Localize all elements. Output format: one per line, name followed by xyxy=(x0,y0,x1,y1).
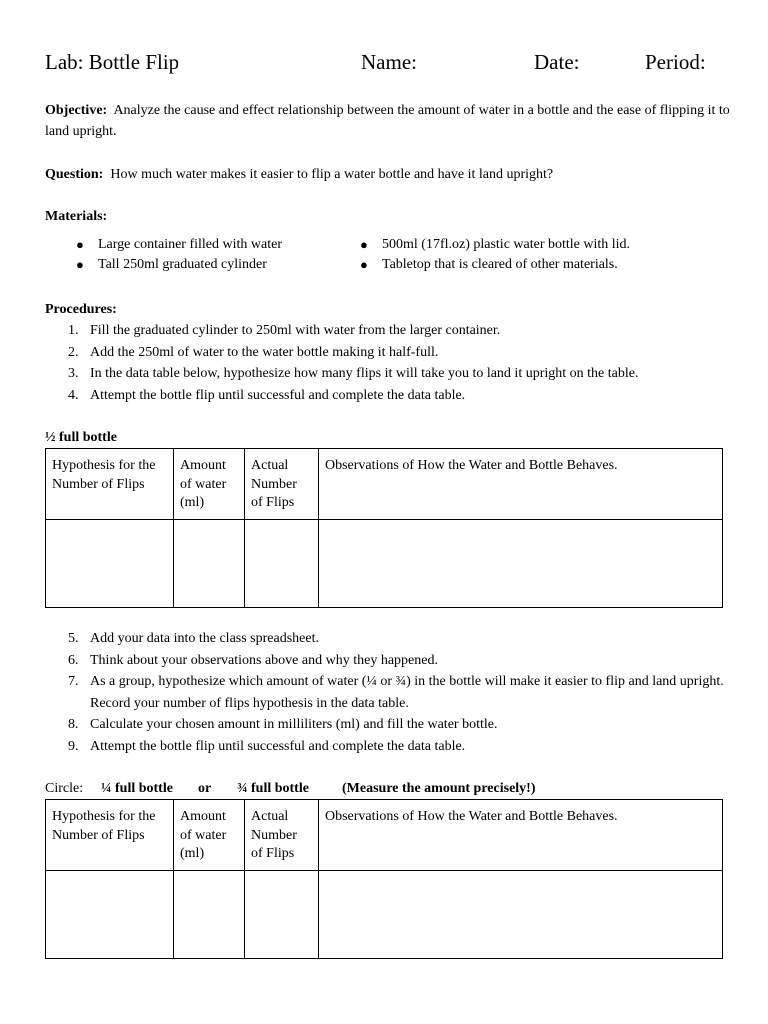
bullet-icon: ● xyxy=(360,237,368,252)
three-quarter-full-option[interactable]: ¾ full bottle xyxy=(237,781,309,796)
circle-prefix: Circle: xyxy=(45,781,84,796)
objective-paragraph xyxy=(45,100,735,142)
hypothesis-cell[interactable] xyxy=(46,870,174,958)
question-paragraph xyxy=(45,164,735,185)
materials-list-left xyxy=(76,235,282,274)
header-actual: Actual Number of Flips xyxy=(245,449,319,520)
list-item: 3. In the data table below, hypothesize how many flips it will take you to land it upright on the table. xyxy=(68,366,639,381)
list-item: 1. Fill the graduated cylinder to 250ml with water from the larger container. xyxy=(68,323,501,338)
measure-note: (Measure the amount precisely!) xyxy=(342,781,536,796)
procedure-steps-1-4 xyxy=(45,320,735,406)
header-hypothesis: Hypothesis for the Number of Flips xyxy=(46,449,174,520)
list-item: 8. Calculate your chosen amount in milliliters (ml) and fill the water bottle. xyxy=(68,717,498,732)
header-observations: Observations of How the Water and Bottle Behaves. xyxy=(319,800,723,871)
circle-line xyxy=(45,778,536,799)
header-observations: Observations of How the Water and Bottle Behaves. xyxy=(319,449,723,520)
table-row xyxy=(46,870,723,958)
date-label: Date: xyxy=(534,50,580,74)
observations-cell[interactable] xyxy=(319,519,723,607)
header-hypothesis: Hypothesis for the Number of Flips xyxy=(46,800,174,871)
bullet-icon: ● xyxy=(76,256,84,272)
question-text: How much water makes it easier to flip a water bottle and have it land upright? xyxy=(110,167,554,182)
list-item: 4. Attempt the bottle flip until successful and complete the data table. xyxy=(68,387,466,403)
table-header-row xyxy=(46,449,723,520)
half-full-caption: ½ full bottle xyxy=(45,430,117,445)
procedure-steps-5-9 xyxy=(45,628,735,757)
list-item: ● Large container filled with water xyxy=(76,235,282,255)
list-item: 5. Add your data into the class spreadsheet. xyxy=(68,631,319,646)
period-label: Period: xyxy=(645,50,706,74)
list-item: 6. Think about your observations above and why they happened. xyxy=(68,652,438,668)
procedures-heading: Procedures: xyxy=(45,302,117,317)
amount-cell[interactable] xyxy=(174,870,245,958)
hypothesis-cell[interactable] xyxy=(46,519,174,607)
objective-label: Objective: xyxy=(45,103,108,118)
header-amount: Amount of water (ml) xyxy=(174,800,245,871)
bullet-icon: ● xyxy=(360,256,368,272)
list-item: 2. Add the 250ml of water to the water bottle making it half-full. xyxy=(68,344,439,360)
materials-heading: Materials: xyxy=(45,209,108,224)
actual-cell[interactable] xyxy=(245,519,319,607)
materials-list-right xyxy=(360,235,630,274)
bullet-icon: ● xyxy=(76,237,84,252)
actual-cell[interactable] xyxy=(245,870,319,958)
list-item: ● Tabletop that is cleared of other materials. xyxy=(360,255,630,275)
list-item: 9. Attempt the bottle flip until successful and complete the data table. xyxy=(68,738,466,754)
list-item: ● 500ml (17fl.oz) plastic water bottle with lid. xyxy=(360,235,630,255)
chosen-amount-data-table xyxy=(45,799,723,959)
or-word: or xyxy=(198,781,212,796)
lab-title: Lab: Bottle Flip xyxy=(45,50,180,74)
table-row xyxy=(46,519,723,607)
half-full-data-table xyxy=(45,448,723,608)
header-amount: Amount of water (ml) xyxy=(174,449,245,520)
list-item: 7. As a group, hypothesize which amount of water (¼ or ¾) in the bottle will make it easier to flip and land upright. Record your number of flips hypothesis in the data table. xyxy=(68,674,724,711)
observations-cell[interactable] xyxy=(319,870,723,958)
amount-cell[interactable] xyxy=(174,519,245,607)
objective-text: Analyze the cause and effect relationship between the amount of water in a bottle and the ease of flipping it to land upright. xyxy=(45,103,730,139)
question-label: Question: xyxy=(45,167,104,182)
table-header-row xyxy=(46,800,723,871)
header-actual: Actual Number of Flips xyxy=(245,800,319,871)
quarter-full-option[interactable]: ¼ full bottle xyxy=(101,781,173,796)
name-label: Name: xyxy=(361,50,417,74)
list-item: ● Tall 250ml graduated cylinder xyxy=(76,255,282,275)
